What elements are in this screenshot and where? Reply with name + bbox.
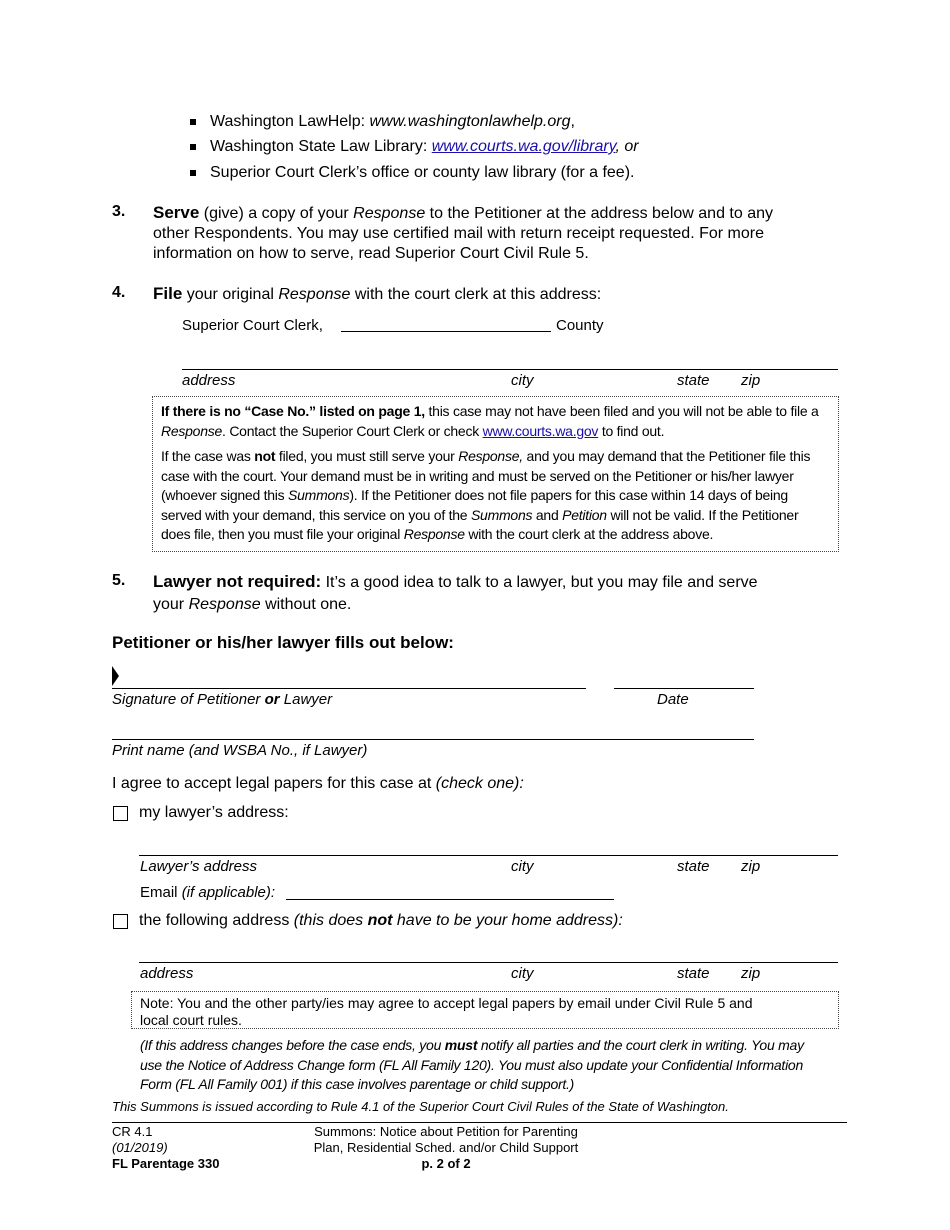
law-library-link[interactable]: www.courts.wa.gov/library [431,138,616,155]
date-label: Date [657,691,689,708]
step-4-text: File your original Response with the court clerk at this address: [153,284,602,303]
step-4-number: 4. [112,284,126,301]
bullet [190,119,196,125]
lawyer-address-field[interactable] [139,855,838,856]
resource-clerk-office: Superior Court Clerk’s office or county law library (for a fee). [210,164,635,181]
email-field[interactable] [286,899,614,900]
footer-date: (01/2019) [112,1140,168,1155]
lawhelp-url: www.washingtonlawhelp.org [369,113,571,130]
step-5-number: 5. [112,572,126,589]
footer-page: p. 2 of 2 [421,1156,471,1171]
footer-divider [112,1122,847,1123]
signature-field[interactable] [112,688,586,689]
zip-label: zip [741,858,761,875]
courts-link[interactable]: www.courts.wa.gov [482,422,599,439]
print-name-field[interactable] [112,739,754,740]
signature-label: Signature of Petitioner or Lawyer [112,691,333,708]
email-label: Email (if applicable): [140,884,276,901]
agree-statement: I agree to accept legal papers for this case at (check one): [112,775,524,792]
zip-label: zip [741,372,761,389]
signature-arrow-icon [112,666,120,686]
state-label: state [677,372,710,389]
date-field[interactable] [614,688,754,689]
bullet [190,144,196,150]
footer-center [286,1124,606,1172]
address-label: address [182,372,236,389]
lawyer-address-option: my lawyer’s address: [139,804,289,821]
address-label: address [140,965,194,982]
state-label: state [677,965,710,982]
clerk-address-field[interactable] [182,369,838,370]
footer-form: FL Parentage 330 [112,1156,220,1171]
notice-paragraph-1: If there is no “Case No.” listed on page 1, this case may not have been filed and you will not be able to file a Response. Contact the Superior Court Clerk or check www.courts.wa.gov to find out. [161,403,819,439]
clerk-label: Superior Court Clerk, [182,317,323,334]
footer-rule: CR 4.1 [112,1124,153,1139]
petitioner-heading: Petitioner or his/her lawyer fills out below: [112,633,454,652]
bullet [190,170,196,176]
issued-statement: This Summons is issued according to Rule 4.1 of the Superior Court Civil Rules of the State of Washington. [112,1099,729,1114]
city-label: city [511,372,534,389]
step-5-text: Lawyer not required: It’s a good idea to talk to a lawyer, but you may file and serve your Response without one. [153,572,758,613]
footer-title-line1: Summons: Notice about Petition for Parenting [314,1124,578,1139]
county-field[interactable] [341,331,551,332]
print-name-label: Print name (and WSBA No., if Lawyer) [112,742,368,759]
following-address-checkbox[interactable] [113,914,128,929]
county-label: County [556,317,604,334]
step-3-number: 3. [112,203,126,220]
notice-paragraph-2: If the case was not filed, you must still serve your Response, and you may demand that the Petitioner file this case with the court. Your demand must be in writing and must be served on the Petitioner or his/her lawyer (whoever signed this Summons). If the Petitioner does not file papers for this case within 14 days of being served with your demand, this service on you of the Summons and Petition will not be valid. If the Petitioner does file, then you must file your original Response with the court clerk at the address above. [161,448,811,542]
email-note: Note: You and the other party/ies may agree to accept legal papers by email under Civil Rule 5 and local court rules. [140,995,753,1028]
lawyer-address-checkbox[interactable] [113,806,128,821]
state-label: state [677,858,710,875]
footer-title-line2: Plan, Residential Sched. and/or Child Support [313,1140,579,1155]
lawyer-address-label: Lawyer’s address [140,858,258,875]
following-address-option: the following address (this does not have to be your home address): [139,912,623,929]
following-address-field[interactable] [139,962,838,963]
footer-left [112,1124,219,1172]
resource-law-library: Washington State Law Library: www.courts.wa.gov/library, or [210,138,639,155]
resource-washington-lawhelp: Washington LawHelp: www.washingtonlawhelp.org, [210,113,575,130]
address-change-note: (If this address changes before the case ends, you must notify all parties and the court clerk in writing. You may use the Notice of Address Change form (FL All Family 120). You must also update your Confidential Information Form (FL All Family 001) if this case involves parentage or child support.) [140,1037,804,1092]
city-label: city [511,858,534,875]
step-3-text: Serve (give) a copy of your Response to the Petitioner at the address below and to any other Respondents. You may use certified mail with return receipt requested. For more information on how to serve, read Superior Court Civil Rule 5. [153,203,773,262]
city-label: city [511,965,534,982]
zip-label: zip [741,965,761,982]
